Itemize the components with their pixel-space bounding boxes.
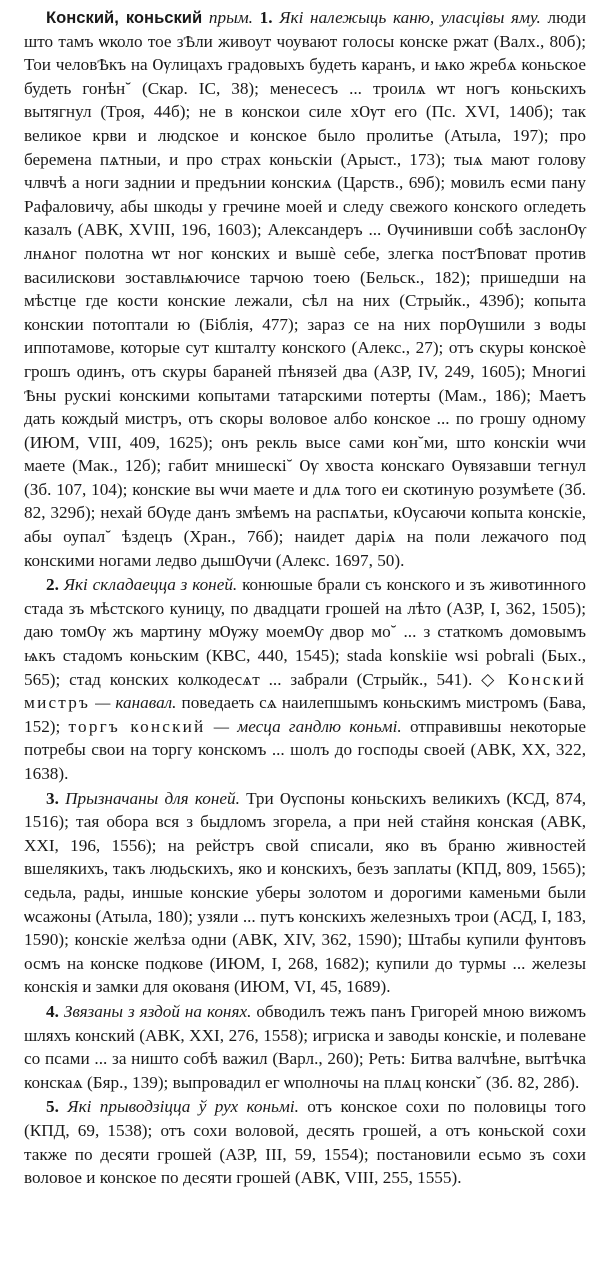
sense-citations: люди што тамъ ѡколо тое зѢли живоут чоувают голосы конске ржат (Валх., 80б); Тои человѢкъ на Ѹлицахъ градовыхъ будеть каранъ, и ѩко жребѧ коньское будеть гонѣн˘ (Скар. IC, 38); менесесъ ... троилѧ ѡт ногъ коньскихъ вытягнул (Троя, 44б); не в конскои силе хѸт его (Пс. XVI, 140б); так великое крви и людское и конское было пролитье (Атыла, 197); про беремена пѧтныи, и про страх коньскіи (Арыст., 173); тыѧ мают голову члвчѣ а ноги заднии и предънии конскиѧ (Царств., 69б); мовилъ есми пану Рафаловичу, абы шкоды у гречине моей и следу свежого конского огледеть казалъ (АВК, XVIII, 196, 1603); Александеръ ... Ѹчинивши собѣ заслонѸ лнѧног полотна ѡт ног конских и вышѐ себе, злегка постѢповат против василискови зоставлѩючисе тарчою тоею (Бельск., 182); пришедши на мѣстце где кости конские лежали, сѣл на них (Стрыйк., 439б); копыта конскии потоптали ю (Біблія, 477); зараз се на них порѸшили з воды иппотамове, которые сут кшталту конского (Алекс., 27); отъ скуры конскоѐ грошъ одинъ, отъ скуры бараней пѣнязей два (АЗР, IV, 249, 1605); Многиі Ѣны рускиі конскими копытами татарскими потерты (Мам., 186); Маетъ дать кождый мистръ, отъ скоры воловое албо конское ... по грошу одному (ИЮМ, VIII, 409, 1625); онъ рекль высе сами кон˘ми, што конскіи ѡчи маете (Мак., 12б); габит мнишескі˘ Ѹ хвоста конскаго Ѹвязавши тегнул (Зб. 107, 104); конские вы ѡчи маете и длѧ того еи скотиную розумѣете (Зб. 82, 329б); нехай бѸде данъ змѣемъ на распѧтьи, кѸсаючи копыта конскіе, абы оупал˘ ѣздецъ (Хран., 76б); наидет даріѧ на поли лежачого под конскими ногами ледво дышѸчи (Алекс. 1697, 50). — [24, 8, 587, 570]
sense-4-paragraph — [24, 1000, 586, 1094]
sense-citations: обводилъ тежъ панъ Григорей мною вижомъ шляхъ конский (АВК, XXI, 276, 1558); игриска и заводы конскіе, и полеване со псами ... за ништо собѣ важил (Варл., 260); Реть: Битва валчѣне, вытѣчка конскаѧ (Бяр., 139); выпровадил ег ѡполночы на плѧц конски˘ (Зб. 82, 28б). — [24, 1001, 587, 1092]
sense-definition: Які прыводзіцца ў рух коньмі. — [67, 1097, 299, 1117]
set-phrase: Конский мистръ — [24, 669, 587, 713]
phrase-diamond-symbol: ◇ — [481, 669, 499, 689]
phrase-gloss: — месца гандлю коньмі. — [213, 716, 402, 736]
sense-citations: Три Ѹспоны коньскихъ великихъ (КСД, 874, 1516); тая обора вся з быдломъ згорела, а при ней стайня конская (АВК, XXI, 196, 1556); на рейстръ свой списали, яко въ браню живностей вшелякихъ, такъ людьскихъ, яко и конскихъ, безъ заплаты (КПД, 809, 1565); седьла, рады, иншые конские уберы золотом и дорогими каменьми были ѡсажоны (Атыла, 180); узяли ... путъ конскихъ железныхъ трои (АСД, I, 183, 1590); конскіе желѣза одни (АВК, XIV, 362, 1590); Штабы купили фунтовъ осмъ на конске подкове (ИЮМ, I, 268, 1682); купили до турмы ... железы конскія и замки для окованя (ИЮМ, VI, 45, 1689). — [24, 788, 586, 997]
sense-citations: конюшые брали съ конского и зъ животинного стада зъ мѣстского куницу, по двадцати грошей на лѣто (АЗР, I, 362, 1505); даю томѸ жъ мартину мѸжу моемѸ двор мо˘ ... з статкомъ домовымъ ѩкъ стадомъ коньским (КВС, 440, 1545); stada konskiie wsi pobrali (Бых., 565); стад конских колкодесѧт ... забрали (Стрыйк., 541). — [24, 575, 587, 689]
sense-citations: отъ конское сохи по половицы того (КПД, 69, 1538); отъ сохи воловой, десять грошей, а отъ коньской сохи также по десяти грошей (АЗР, III, 59, 1554); постановили есьмо зъ сохи воловое и конское по десяти грошей (АВК, VIII, 255, 1555). — [24, 1097, 587, 1188]
phrase-citations: поведаеть сѧ наилепшымъ коньскимъ мистромъ (Бава, 152); — [24, 693, 587, 736]
sense-number: 4. — [46, 1001, 59, 1021]
sense-definition: Прызначаны для коней. — [65, 788, 240, 808]
sense-number: 1. — [259, 8, 273, 27]
sense-number: 3. — [46, 788, 59, 808]
sense-number: 5. — [46, 1097, 59, 1117]
sense-number: 2. — [46, 575, 59, 595]
headword: Конский, коньский — [46, 8, 203, 27]
set-phrase: торгъ конский — [68, 716, 206, 736]
sense-definition: Які належыць каню, уласцівы яму. — [279, 8, 541, 27]
sense-2-paragraph — [24, 573, 586, 785]
sense-5-paragraph — [24, 1095, 586, 1189]
grammar-label: прым. — [208, 8, 253, 27]
sense-1-paragraph — [24, 6, 586, 572]
sense-definition: Звязаны з яздой на конях. — [63, 1001, 252, 1021]
phrase-citations: отправившы некоторые потребы свои на торгу конскомъ ... шолъ до господы своей (АВК, XX, 322, 1638). — [24, 716, 587, 783]
phrase-gloss: — канавал. — [95, 693, 177, 713]
sense-definition: Які складаецца з коней. — [63, 575, 238, 595]
sense-3-paragraph — [24, 787, 586, 999]
